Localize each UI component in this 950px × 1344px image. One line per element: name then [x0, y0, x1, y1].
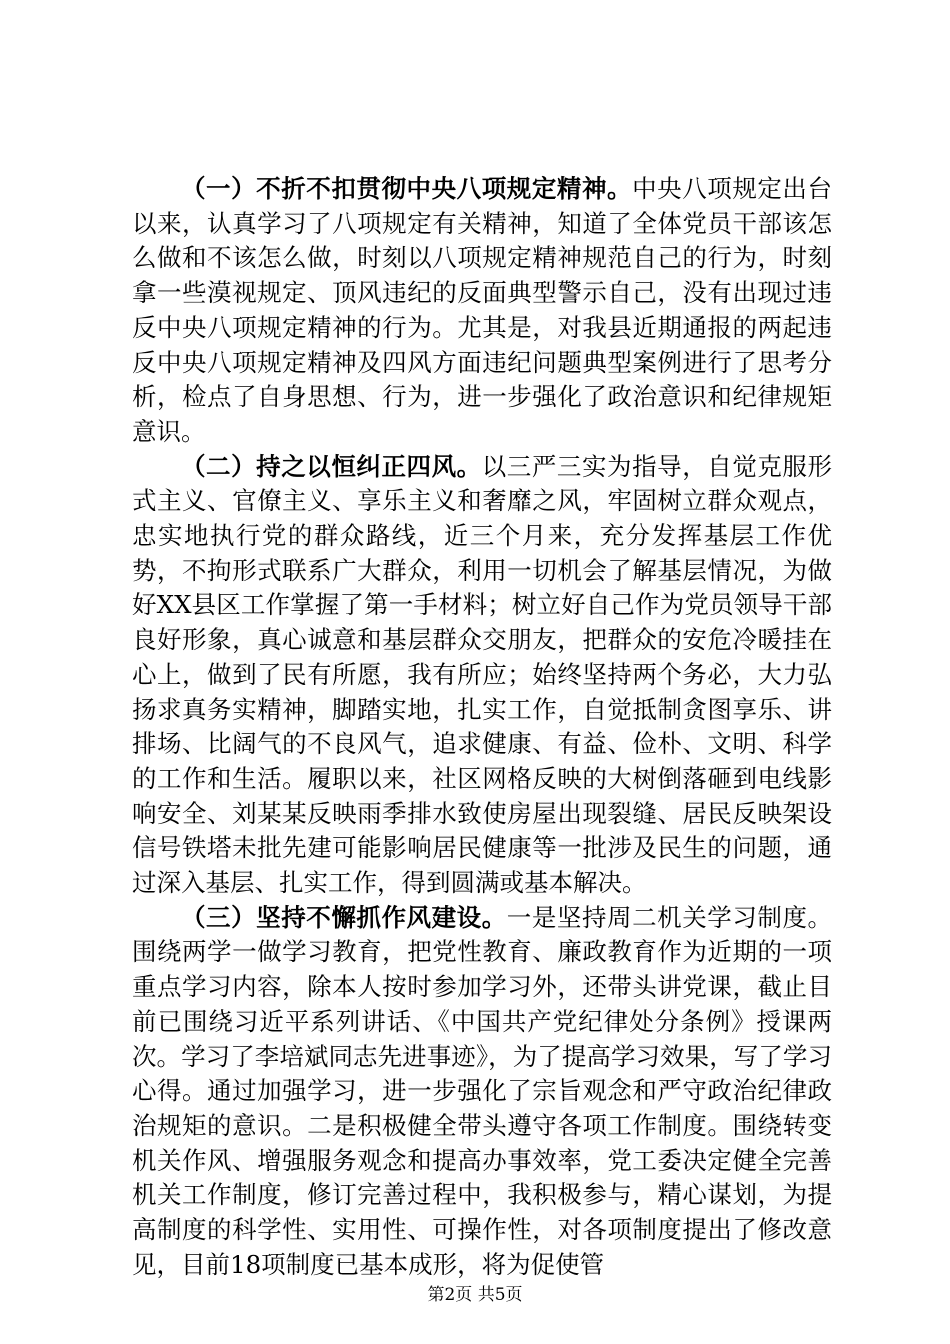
- paragraph-text-3: 一是坚持周二机关学习制度。围绕两学一做学习教育，把党性教育、廉政教育作为近期的一项重点学习内容，除本人按时参加学习外，还带头讲党课，截止目前已围绕习近平系列讲话、《中国共产党纪律处分条例》授课两次。学习了李培斌同志先进事迹》，为了提高学习效果，写了学习心得。通过加强学习，进一步强化了宗旨观念和严守政治纪律政治规矩的意识。二是积极健全带头遵守各项工作制度。围绕转变机关作风、增强服务观念和提高办事效率，党工委决定健全完善机关工作制度，修订完善过程中，我积极参与，精心谋划，为提高制度的科学性、实用性、可操作性，对各项制度提出了修改意见，目前18项制度已基本成形，将为促使管: [132, 902, 832, 1279]
- paragraph-2: [132, 450, 832, 901]
- section-heading-1: （一）不折不扣贯彻中央八项规定精神。: [181, 174, 633, 203]
- paragraph-3: [132, 901, 832, 1283]
- page-number-footer: 第2页 共5页: [427, 1285, 523, 1305]
- document-body: [132, 172, 832, 1283]
- section-heading-2: （二）持之以恒纠正四风。: [181, 451, 482, 481]
- paragraph-1: [132, 172, 832, 450]
- paragraph-text-1: 中央八项规定出台以来，认真学习了八项规定有关精神，知道了全体党员干部该怎么做和不该怎么做，时刻以八项规定精神规范自己的行为，时刻拿一些漠视规定、顶风违纪的反面典型警示自己，没有出现过违反中央八项规定精神的行为。尤其是，对我县近期通报的两起违反中央八项规定精神及四风方面违纪问题典型案例进行了思考分析，检点了自身思想、行为，进一步强化了政治意识和纪律规矩意识。: [132, 174, 832, 446]
- paragraph-text-2: 以三严三实为指导，自觉克服形式主义、官僚主义、享乐主义和奢靡之风，牢固树立群众观点，忠实地执行党的群众路线，近三个月来，充分发挥基层工作优势，不拘形式联系广大群众，利用一切机会了解基层情况，为做好XX县区工作掌握了第一手材料；树立好自己作为党员领导干部良好形象，真心诚意和基层群众交朋友，把群众的安危冷暖挂在心上，做到了民有所愿，我有所应；始终坚持两个务必，大力弘扬求真务实精神，脚踏实地，扎实工作，自觉抵制贪图享乐、讲排场、比阔气的不良风气，追求健康、有益、俭朴、文明、科学的工作和生活。履职以来，社区网格反映的大树倒落砸到电线影响安全、刘某某反映雨季排水致使房屋出现裂缝、居民反映架设信号铁塔未批先建可能影响居民健康等一批涉及民生的问题，通过深入基层、扎实工作，得到圆满或基本解决。: [132, 451, 832, 898]
- section-heading-3: （三）坚持不懈抓作风建设。: [181, 902, 507, 932]
